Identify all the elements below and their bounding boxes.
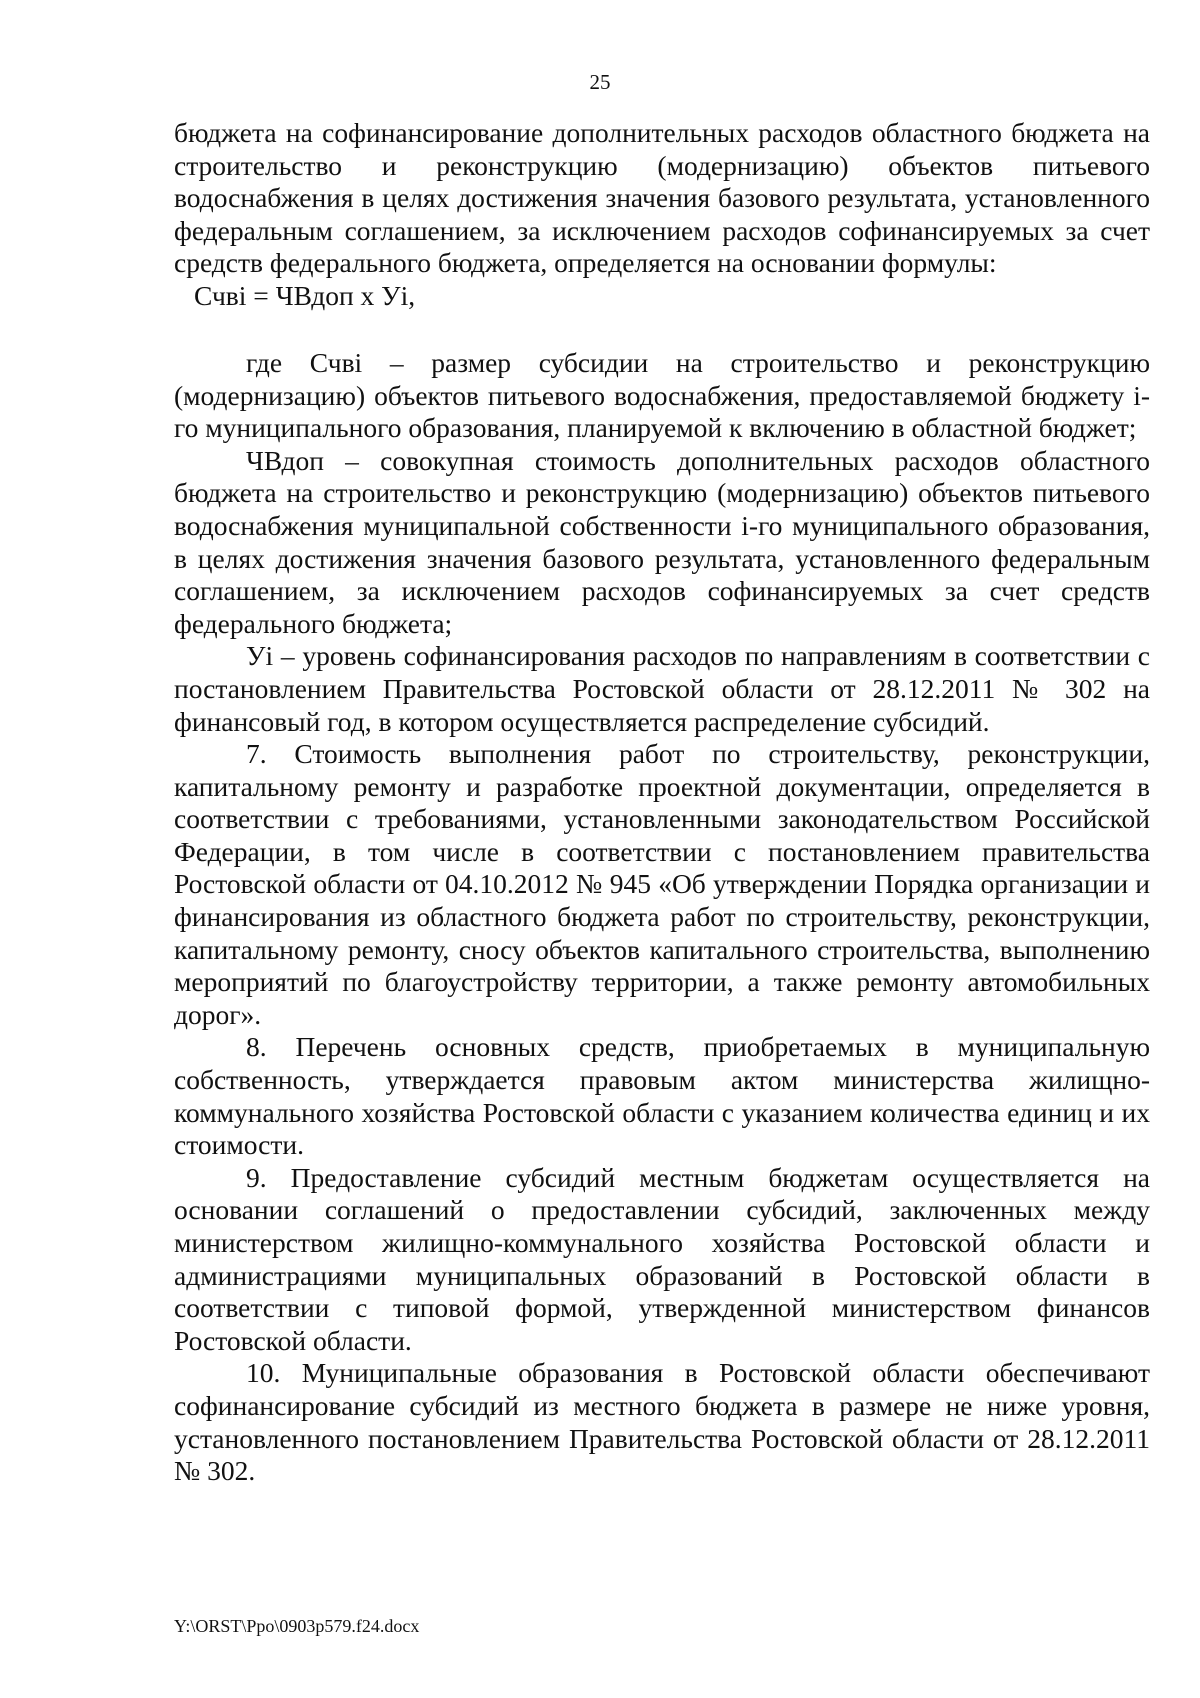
intro-paragraph: бюджета на софинансирование дополнительных расходов областного бюджета на строительство и реконструкцию (модернизацию) объектов питьевого водоснабжения в целях достижения значения базового результата, установленного федеральным соглашением, за исключением расходов софинансируемых за счет средств федерального бюджета, определяется на основании формулы: [174,117,1150,279]
page-number: 25 [589,70,611,94]
footer-file-path: Y:\ORST\Ppo\0903p579.f24.docx [174,1616,420,1636]
definition-ui: Уі – уровень софинансирования расходов по направлениям в соответствии с постановлением Правительства Ростовской области от 28.12.2011 № 302 на финансовый год, в котором осуществляется распределение субсидий. [174,640,1150,737]
item-9: 9. Предоставление субсидий местным бюджетам осуществляется на основании соглашений о предоставлении субсидий, заключенных между министерством жилищно-коммунального хозяйства Ростовской области и администрациями муниципальных образований в Ростовской области в соответствии с типовой формой, утвержденной министерством финансов Ростовской области. [174,1161,1150,1356]
definition-chvdop: ЧВдоп – совокупная стоимость дополнительных расходов областного бюджета на строительство и реконструкцию (модернизацию) объектов питьевого водоснабжения муниципальной собственности і-го муниципального образования, в целях достижения значения базового результата, установленного федеральным соглашением, за исключением расходов софинансируемых за счет средств федерального бюджета; [174,444,1150,639]
item-10: 10. Муниципальные образования в Ростовской области обеспечивают софинансирование субсидий из местного бюджета в размере не ниже уровня, установленного постановлением Правительства Ростовской области от 28.12.2011 № 302. [174,1357,1150,1487]
item-8: 8. Перечень основных средств, приобретаемых в муниципальную собственность, утверждается правовым актом министерства жилищно-коммунального хозяйства Ростовской области с указанием количества единиц и их стоимости. [174,1031,1150,1161]
spacer [174,312,1150,347]
item-7: 7. Стоимость выполнения работ по строительству, реконструкции, капитальному ремонту и разработке проектной документации, определяется в соответствии с требованиями, установленными законодательством Российской Федерации, в том числе в соответствии с постановлением правительства Ростовской области от 04.10.2012 № 945 «Об утверждении Порядка организации и финансирования из областного бюджета работ по строительству, реконструкции, капитальному ремонту, сносу объектов капитального строительства, выполнению мероприятий по благоустройству территории, а также ремонту автомобильных дорог». [174,738,1150,1030]
formula: Счві = ЧВдоп х Уі, [194,279,416,311]
document-body [174,117,1150,1488]
definition-schvi: где Счві – размер субсидии на строительство и реконструкцию (модернизацию) объектов питьевого водоснабжения, предоставляемой бюджету і-го муниципального образования, планируемой к включению в областной бюджет; [174,346,1150,444]
